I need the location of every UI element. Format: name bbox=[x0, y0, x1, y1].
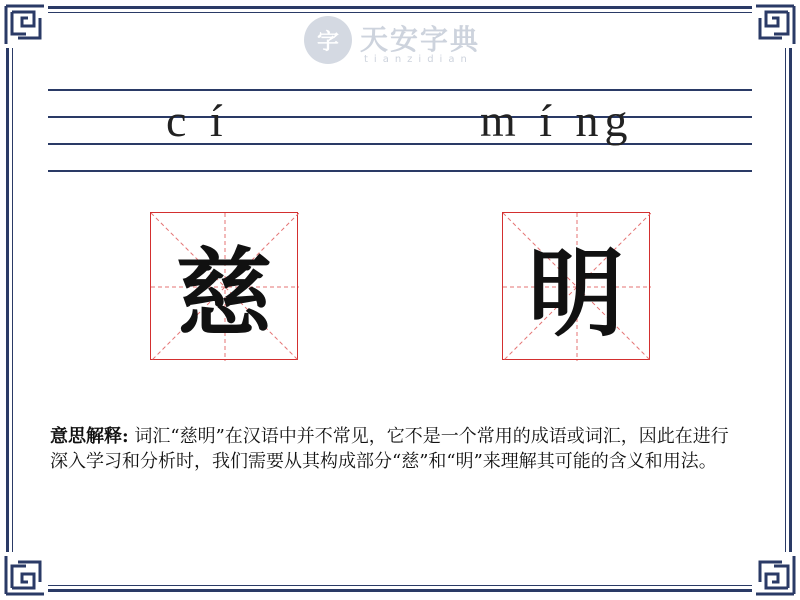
staff-line bbox=[48, 116, 752, 118]
corner-ornament-icon bbox=[752, 4, 796, 48]
logo-seal-icon bbox=[304, 16, 352, 64]
staff-line bbox=[48, 89, 752, 91]
site-logo bbox=[300, 14, 500, 70]
corner-ornament-icon bbox=[4, 4, 48, 48]
corner-ornament-icon bbox=[4, 552, 48, 596]
character-grid-2 bbox=[502, 212, 650, 360]
explanation-label: 意思解释 bbox=[50, 426, 122, 447]
character-grid-1 bbox=[150, 212, 298, 360]
staff-line bbox=[48, 170, 752, 172]
corner-ornament-icon bbox=[752, 552, 796, 596]
explanation-text: 词汇“慈明”在汉语中并不常见，它不是一个常用的成语或词汇，因此在进行深入学习和分析时，我们需要从其构成部分“慈”和“明”来理解其可能的含义和用法。 bbox=[50, 426, 729, 472]
logo-mark-text: 字 bbox=[316, 29, 339, 55]
explanation-separator: : bbox=[122, 426, 129, 447]
staff-line bbox=[48, 143, 752, 145]
logo-title: 天安字典 bbox=[360, 23, 481, 56]
character-2: 明 bbox=[528, 236, 624, 350]
logo-subtitle: tianzidian bbox=[364, 54, 473, 65]
explanation-paragraph bbox=[50, 424, 740, 474]
character-1: 慈 bbox=[176, 236, 272, 350]
pinyin-syllable-2: m í ng bbox=[480, 95, 634, 146]
pinyin-syllable-1: c í bbox=[166, 95, 229, 146]
inner-frame bbox=[12, 12, 786, 586]
